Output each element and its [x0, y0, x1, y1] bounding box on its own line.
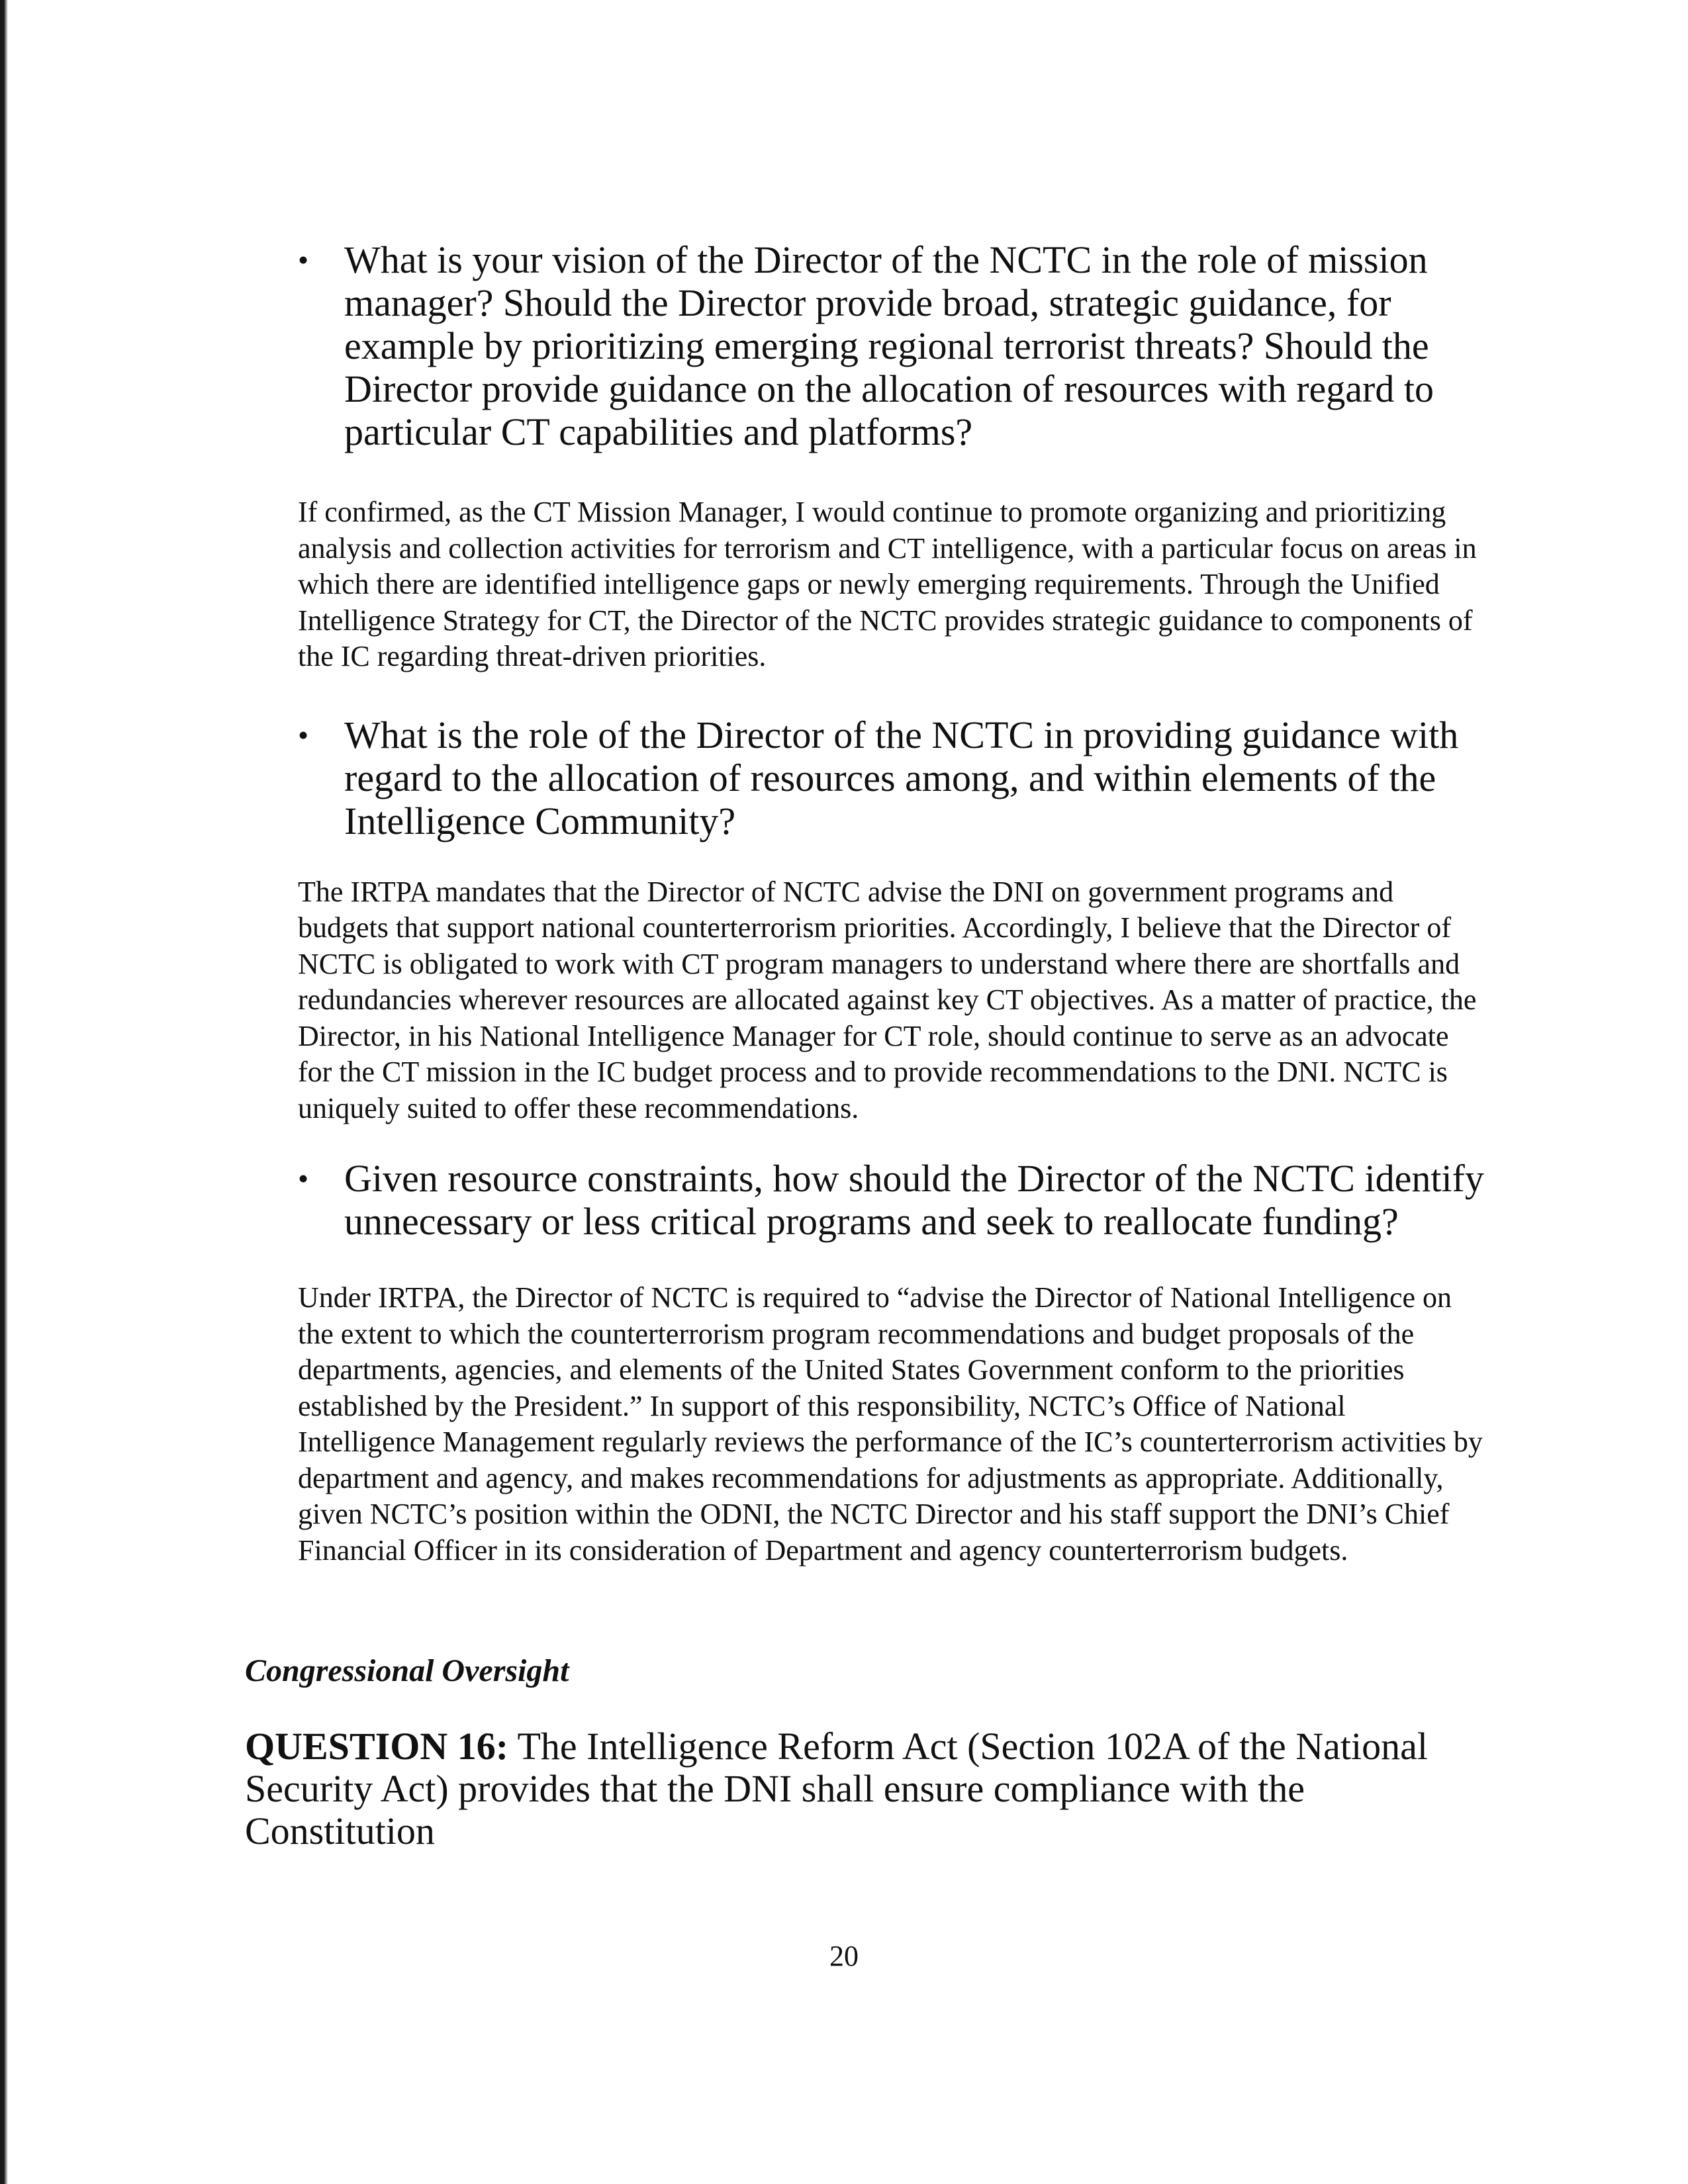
- answer-paragraph: Under IRTPA, the Director of NCTC is required to “advise the Director of National Intelligence on the extent to which the counterterrorism program recommendations and budget proposals of the departments, agencies, and elements of the United States Government conform to the priorities established by the President.” In support of this responsibility, NCTC’s Office of National Intelligence Management regularly reviews the performance of the IC’s counterterrorism activities by department and agency, and makes recommendations for adjustments as appropriate. Additionally, given NCTC’s position within the ODNI, the NCTC Director and his staff support the DNI’s Chief Financial Officer in its consideration of Department and agency counterterrorism budgets.: [298, 1281, 1483, 1567]
- question-item: [245, 1157, 1489, 1243]
- document-page: [245, 238, 1489, 1852]
- question-16-text: The Intelligence Reform Act (Section 102A of the National Security Act) provides that the DNI shall ensure compliance with the Constitution: [245, 1725, 1428, 1852]
- bullet-icon: •: [298, 243, 309, 277]
- scan-edge: [0, 0, 8, 2184]
- question-16: [245, 1725, 1489, 1852]
- question-text: What is the role of the Director of the NCTC in providing guidance with regard to the allocation of resources among, and within elements of the Intelligence Community?: [344, 713, 1459, 842]
- page-number: 20: [829, 1940, 859, 1972]
- question-16-label: QUESTION 16:: [245, 1725, 509, 1768]
- question-text: What is your vision of the Director of the NCTC in the role of mission manager? Should the Director provide broad, strategic guidance, for example by prioritizing emerging regional terrorist threats? Should the Director provide guidance on the allocation of resources with regard to particular CT capabilities and platforms?: [344, 238, 1434, 453]
- question-text: Given resource constraints, how should the Director of the NCTC identify unnecessary or less critical programs and seek to reallocate funding?: [344, 1157, 1484, 1243]
- question-item: [245, 713, 1489, 842]
- answer-paragraph: If confirmed, as the CT Mission Manager, I would continue to promote organizing and prioritizing analysis and collection activities for terrorism and CT intelligence, with a particular focus on areas in which there are identified intelligence gaps or newly emerging requirements. Through the Unified Intelligence Strategy for CT, the Director of the NCTC provides strategic guidance to components of the IC regarding threat-driven priorities.: [298, 496, 1477, 672]
- section-heading: Congressional Oversight: [245, 1653, 569, 1688]
- bullet-icon: •: [298, 1161, 309, 1195]
- bullet-icon: •: [298, 717, 309, 752]
- answer-paragraph: The IRTPA mandates that the Director of NCTC advise the DNI on government programs and budgets that support national counterterrorism priorities. Accordingly, I believe that the Director of NCTC is obligated to work with CT program managers to understand where there are shortfalls and redundancies wherever resources are allocated against key CT objectives. As a matter of practice, the Director, in his National Intelligence Manager for CT role, should continue to serve as an advocate for the CT mission in the IC budget process and to provide recommendations to the DNI. NCTC is uniquely suited to offer these recommendations.: [298, 875, 1477, 1124]
- question-item: [245, 238, 1489, 453]
